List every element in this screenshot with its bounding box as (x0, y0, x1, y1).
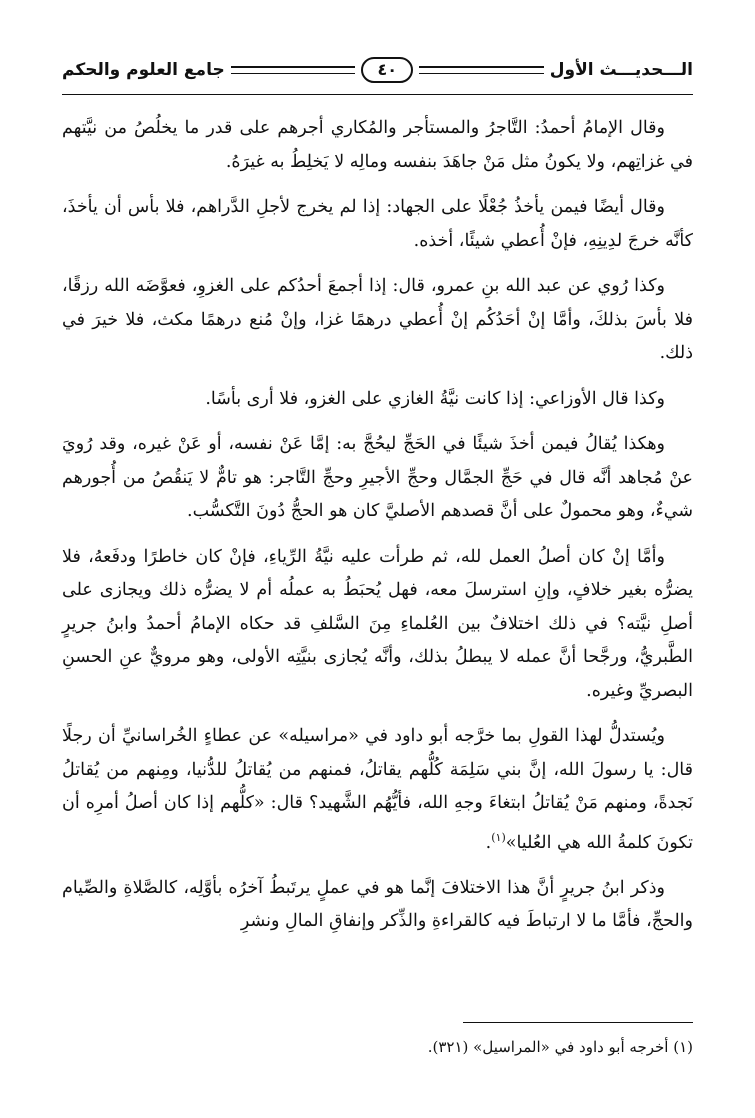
paragraph: وقال الإمامُ أحمدُ: التَّاجرُ والمستأجر والمُكاري أجرهم على قدر ما يخلُصُ من نيَّتهم في غزاتِهم، ولا يكونُ مثل مَنْ جاهَدَ بنفسه ومالِه لا يَخلِطُ به غيرَهُ. (62, 118, 693, 172)
book-title: جامع العلوم والحكم (61, 60, 225, 80)
paragraph-text: ويُستدلُّ لهذا القولِ بما خرَّجه أبو داود في «مراسيله» عن عطاءٍ الخُراسانيِّ أن رجلًا قال: يا رسولَ الله، إنَّ بني سَلِمَة كُلُّهم يقاتلُ، فمنهم من يُقاتلُ للدُّنيا، ومِنهم من يُقاتلُ نَجدةً، ومنهم مَنْ يُقاتلُ ابتغاءَ وجهِ الله، فأيُّهُم الشَّهيد؟ قال: «كلُّهم إذا كان أصلُ أمرِه أن تكونَ كلمةُ الله هي العُليا» (62, 726, 693, 853)
paragraph: وكذا قال الأوزاعي: إذا كانت نيَّةُ الغازي على الغزو، فلا أرى بأسًا. (205, 388, 665, 409)
paragraph: وقال أيضًا فيمن يأخذُ جُعْلًا على الجهاد: إذا لم يخرج لأجلِ الدَّراهم، فلا بأس أن يأخذَ، كأنَّه خرجَ لدِينِهِ، فإنْ أُعطي شيئًا، أخذه. (62, 197, 693, 251)
paragraph: وكذا رُوي عن عبد الله بنِ عمرو، قال: إذا أجمعَ أحدُكم على الغزوِ، فعوَّضَه الله رزقًا، فلا بأسَ بذلكَ، وأمَّا إنْ أحَدُكُم إنْ أُعطي درهمًا غزا، وإنْ مُنع درهمًا مكث، فلا خيرَ في ذلك. (62, 276, 693, 363)
footnote-marker: (١) (491, 830, 506, 844)
main-text (62, 112, 693, 951)
page-number: ٤٠ (361, 57, 413, 83)
running-header (62, 46, 693, 94)
header-rule-left (231, 66, 356, 74)
chapter-title: الـــحديـــث الأول (549, 60, 693, 80)
paragraph: وأمَّا إنْ كان أصلُ العمل لله، ثم طرأت عليه نيَّةُ الرِّياءِ، فإنْ كان خاطرًا ودفَعهُ، فلا يضرُّه بغير خلافٍ، وإنِ استرسلَ معه، فهل يُحبَطُ به عملُه أم لا يضرُّه ذلك ويجازى على أصلِ نيَّته؟ في ذلك اختلافٌ بين العُلماءِ مِنَ السَّلفِ قد حكاه الإمامُ أحمدُ وابنُ جريرٍ الطَّبريُّ، ورجَّحا أنَّ عمله لا يبطلُ بذلك، وأنَّه يُجازى بنيَّتِه الأولى، وهو مرويٌّ عنِ الحسنِ البصريِّ وغيره. (62, 546, 693, 701)
paragraph-with-footnote: ويُستدلُّ لهذا القولِ بما خرَّجه أبو داود في «مراسيله» عن عطاءٍ الخُراسانيِّ أن رجلًا قال: يا رسولَ الله، إنَّ بني سَلِمَة كُلُّهم يقاتلُ، فمنهم من يُقاتلُ للدُّنيا، ومِنهم من يُقاتلُ نَجدةً، ومنهم مَنْ يُقاتلُ ابتغاءَ وجهِ الله، فأيُّهُم الشَّهيد؟ قال: «كلُّهم إذا كان أصلُ أمرِه أن تكونَ كلمةُ الله هي العُليا»$^{(١)}$. (62, 726, 693, 853)
footnote: (١) أخرجه أبو داود في «المراسيل» (٣٢١). (427, 1038, 693, 1056)
footnote-divider (463, 1022, 693, 1023)
header-rule-right (419, 66, 544, 74)
paragraph: وذكر ابنُ جريرٍ أنَّ هذا الاختلافَ إنَّما هو في عملٍ يرتَبطُ آخرُه بأوَّلِه، كالصَّلاةِ والصِّيام والحجِّ، فأمَّا ما لا ارتباطَ فيه كالقراءةِ والذِّكر وإنفاقِ المالِ ونشرِ (62, 877, 693, 932)
paragraph: وهكذا يُقالُ فيمن أخذَ شيئًا في الحَجِّ ليحُجَّ به: إمَّا عَنْ نفسه، أو عَنْ غيره، وقد رُويَ عنْ مُجاهد أنَّه قال في حَجِّ الجمَّال وحجِّ الأجيرِ وحجِّ التَّاجر: هو تامٌّ لا يَنقُصُ من أُجورهم شيءٌ، وهو محمولٌ على أنَّ قصدهم الأصليَّ كان هو الحجُّ دُونَ التَّكسُّب. (62, 434, 693, 521)
header-divider (62, 94, 693, 95)
